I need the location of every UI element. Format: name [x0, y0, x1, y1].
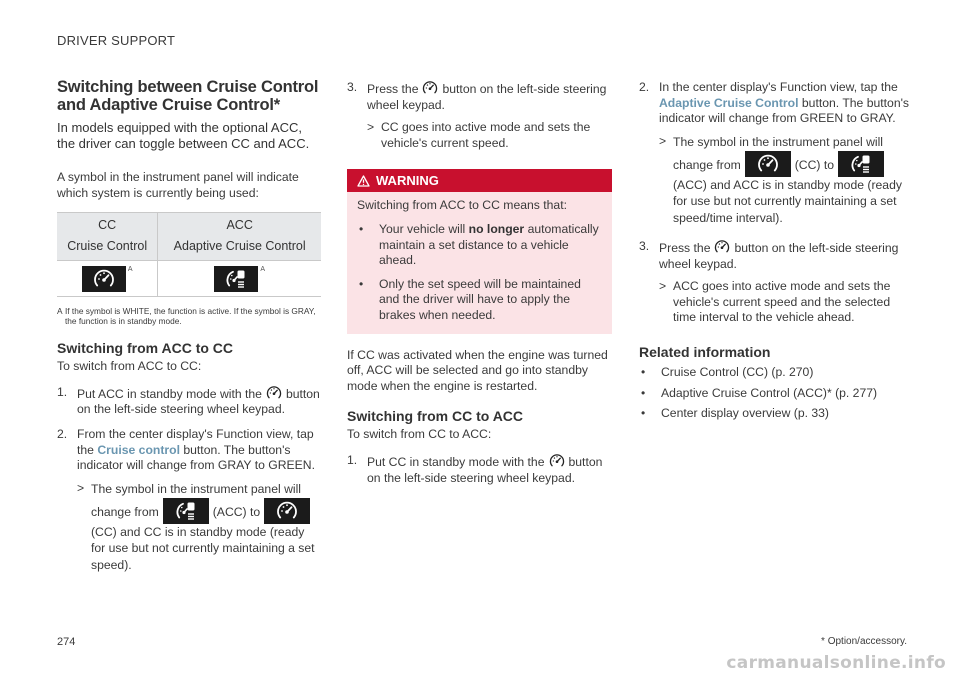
column-middle: [347, 78, 612, 486]
related-link[interactable]: • Center display overview (p. 33): [641, 406, 829, 421]
related-list: [639, 365, 911, 422]
cc-to-acc-intro: To switch from CC to ACC:: [347, 427, 492, 442]
table-header-acc: ACC Adaptive Cruise Control: [158, 213, 321, 261]
warning-bullet-2: • Only the set speed will be maintained and the driver will have to apply the brakes when needed.: [359, 276, 581, 322]
table-header-cc: CC Cruise Control: [57, 213, 158, 261]
acc-to-cc-step-1: 1. Put ACC in standby mode with the button on the left-side steering wheel keypad.: [57, 384, 320, 417]
acc-to-cc-result: > The symbol in the instrument panel will change from (ACC) to (CC) and CC is in standby mode (ready for use but not currently maintaining a set speed).: [77, 480, 315, 573]
section-intro: A symbol in the instrument panel will indicate which system is currently being used:: [57, 170, 299, 200]
restart-note: If CC was activated when the engine was turned off, ACC will be selected and go into standby mode when the engine is restarted.: [347, 347, 608, 393]
cc-to-acc-step-1: 1. Put CC in standby mode with the button on the left-side steering wheel keypad.: [347, 452, 603, 485]
watermark: carmanualsonline.info: [726, 653, 946, 673]
adaptive-cruise-control-icon: [163, 498, 209, 524]
acc-to-cc-step-3: 3. Press the button on the left-side steering wheel keypad.: [347, 80, 607, 112]
option-note: * Option/accessory.: [821, 636, 907, 647]
cc-to-acc-title: Switching from CC to ACC: [347, 408, 524, 425]
warning-box: [347, 169, 612, 333]
related-link[interactable]: • Cruise Control (CC) (p. 270): [641, 364, 814, 379]
cc-to-acc-result-2: > ACC goes into active mode and sets the vehicle's current speed and the selected time interval to the vehicle ahead.: [659, 279, 891, 325]
acc-to-cc-intro: To switch from ACC to CC:: [57, 359, 202, 374]
acc-to-cc-step-2: 2. From the center display's Function view, tap the Cruise control button. The button's indicator will change from GRAY to GREEN.: [57, 426, 315, 473]
table-cell-cc-symbol: A: [57, 261, 158, 297]
cruise-button-icon: [266, 385, 282, 401]
warning-header: WARNING: [347, 169, 612, 192]
section-lead: In models equipped with the optional ACC, the driver can toggle between CC and ACC.: [57, 120, 310, 151]
related-title: Related information: [639, 343, 771, 360]
adaptive-cruise-control-icon: [214, 266, 258, 292]
table-footnote: A If the symbol is WHITE, the function is active. If the symbol is GRAY, the function is in standby mode.: [57, 306, 316, 326]
page-number: 274: [57, 636, 76, 648]
cruise-button-icon: [549, 453, 565, 469]
cc-to-acc-step-3: 3. Press the button on the left-side steering wheel keypad.: [639, 238, 899, 271]
page-header: DRIVER SUPPORT: [57, 33, 176, 48]
adaptive-cruise-control-icon: [838, 151, 884, 177]
cruise-button-icon: [714, 239, 730, 255]
cruise-control-icon: [82, 266, 126, 292]
acc-to-cc-title: Switching from ACC to CC: [57, 340, 234, 357]
related-link[interactable]: • Adaptive Cruise Control (ACC)* (p. 277): [641, 385, 878, 400]
adaptive-cruise-control-button-label: Adaptive Cruise Control: [659, 95, 799, 110]
warning-intro: Switching from ACC to CC means that:: [357, 198, 567, 213]
cruise-control-icon: [745, 151, 791, 177]
cc-to-acc-step-2: 2. In the center display's Function view, tap the Adaptive Cruise Control button. The button's indicator will change from GREEN to GRAY.: [639, 80, 910, 126]
cc-to-acc-result: > The symbol in the instrument panel will change from (CC) to (ACC) and ACC is in standby mode (ready for use but not currently maintaining a set speed/time interval).: [659, 133, 902, 226]
cruise-button-icon: [422, 80, 438, 96]
column-right: [639, 78, 911, 422]
warning-bullet-1: • Your vehicle will no longer automatically maintain a set distance to a vehicle ahead.: [359, 221, 599, 268]
section-title: Switching between Cruise Control and Adaptive Cruise Control*: [57, 78, 319, 114]
column-left: [57, 78, 321, 574]
warning-triangle-icon: [357, 175, 370, 187]
cruise-control-button-label: Cruise control: [97, 442, 180, 457]
acc-to-cc-result-2: > CC goes into active mode and sets the vehicle's current speed.: [367, 120, 591, 150]
cruise-control-icon: [264, 498, 310, 524]
table-cell-acc-symbol: A: [158, 261, 321, 297]
symbol-table: [57, 212, 321, 297]
